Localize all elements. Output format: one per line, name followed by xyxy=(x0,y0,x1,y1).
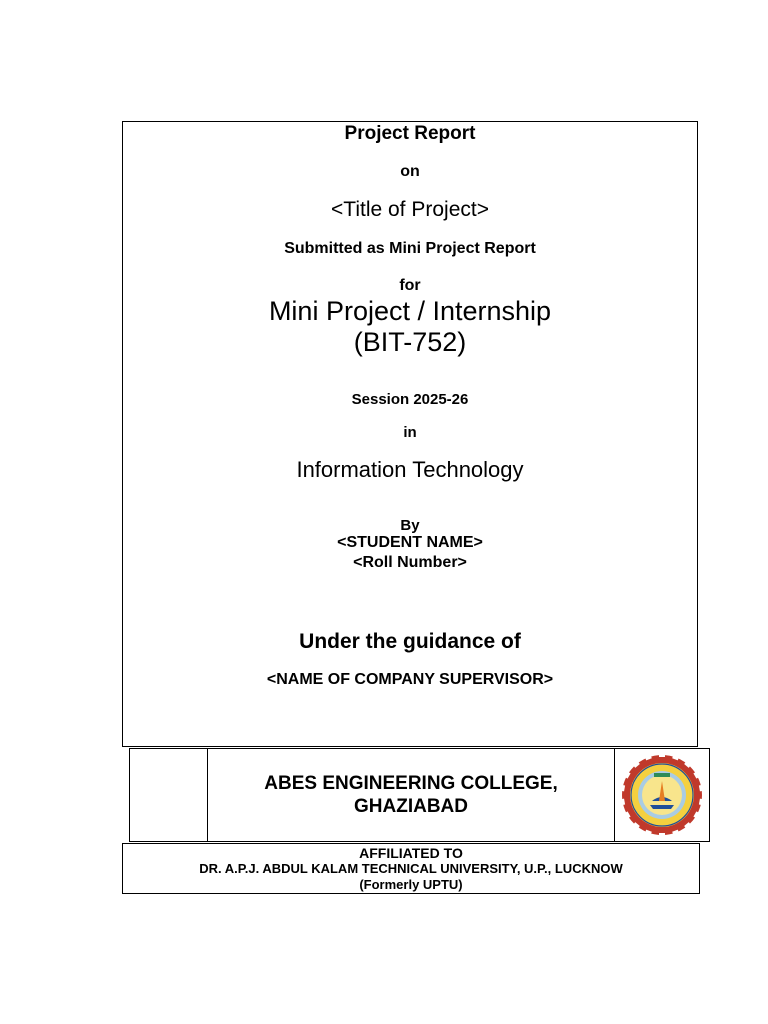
by-label: By xyxy=(400,517,420,534)
formerly-uptu: (Formerly UPTU) xyxy=(359,877,463,892)
college-row xyxy=(129,748,710,842)
course-name: Mini Project / Internship xyxy=(268,296,552,326)
college-name-line1: ABES ENGINEERING COLLEGE, xyxy=(264,773,558,794)
affiliation-box xyxy=(122,843,700,894)
logo-cell xyxy=(615,749,709,841)
project-report-heading: Project Report xyxy=(344,123,476,144)
in-label: in xyxy=(403,424,417,441)
guidance-heading: Under the guidance of xyxy=(299,630,521,653)
course-code: (BIT-752) xyxy=(353,327,467,357)
submitted-as-text: Submitted as Mini Project Report xyxy=(284,240,536,257)
project-title: <Title of Project> xyxy=(331,198,489,221)
college-name-cell xyxy=(208,749,615,841)
college-name-line2: GHAZIABAD xyxy=(354,796,468,817)
session-text: Session 2025-26 xyxy=(351,391,469,408)
university-seal-icon xyxy=(620,750,704,840)
for-label: for xyxy=(399,277,421,294)
on-label: on xyxy=(400,163,420,180)
student-name: <STUDENT NAME> xyxy=(337,534,483,551)
college-left-cell xyxy=(130,749,208,841)
supervisor-name: <NAME OF COMPANY SUPERVISOR> xyxy=(266,671,554,688)
department-name: Information Technology xyxy=(296,457,524,482)
roll-number: <Roll Number> xyxy=(353,554,467,571)
affiliated-to-heading: AFFILIATED TO xyxy=(359,845,463,861)
university-name: DR. A.P.J. ABDUL KALAM TECHNICAL UNIVERSITY, U.P., LUCKNOW xyxy=(199,861,623,876)
cover-page-box xyxy=(122,121,698,747)
